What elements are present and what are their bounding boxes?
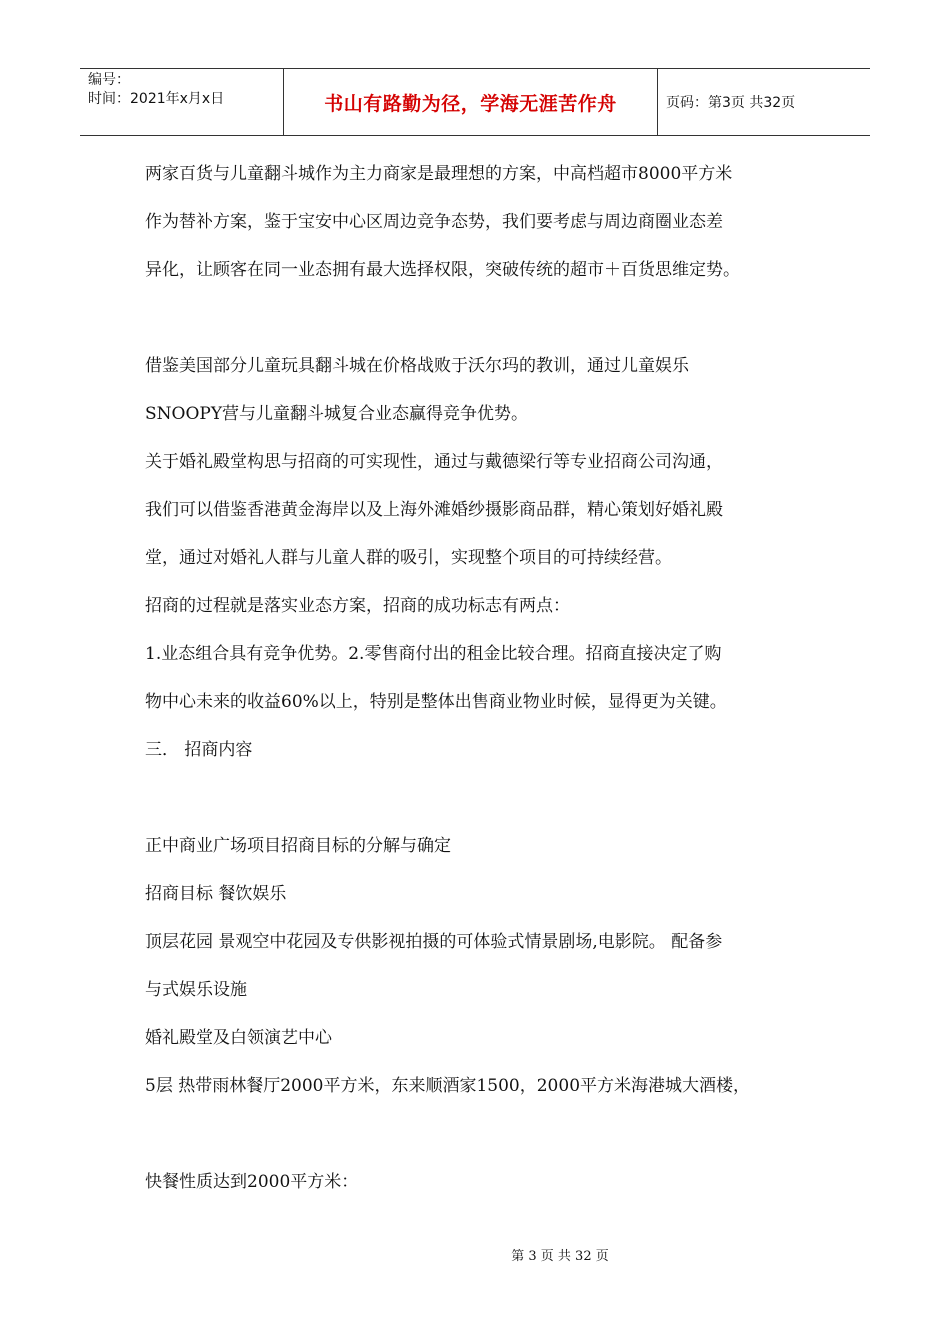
document-body [145, 150, 835, 1206]
body-line: 婚礼殿堂及白领演艺中心 [145, 1028, 332, 1048]
document-number: 编号： [88, 72, 130, 88]
body-line: SNOOPY营与儿童翻斗城复合业态赢得竞争优势。 [145, 404, 529, 424]
body-line: 堂，通过对婚礼人群与儿童人群的吸引，实现整个项目的可持续经营。 [145, 548, 672, 568]
body-line: 招商目标 餐饮娱乐 [145, 884, 287, 904]
header-page-number: 页码：第3页 共32页 [666, 95, 796, 111]
body-line: 招商的过程就是落实业态方案，招商的成功标志有两点： [145, 596, 570, 616]
body-line: 两家百货与儿童翻斗城作为主力商家是最理想的方案，中高档超市8000平方米 [145, 164, 733, 184]
body-line: 物中心未来的收益60%以上，特别是整体出售商业物业时候，显得更为关键。 [145, 692, 727, 712]
section-heading: 三． 招商内容 [145, 740, 253, 760]
body-line: 作为替补方案，鉴于宝安中心区周边竞争态势，我们要考虑与周边商圈业态差 [145, 212, 723, 232]
blank-line [145, 1110, 835, 1158]
body-line: 异化，让顾客在同一业态拥有最大选择权限，突破传统的超市＋百货思维定势。 [145, 260, 740, 280]
body-line: 与式娱乐设施 [145, 980, 247, 1000]
document-date: 时间：2021年x月x日 [88, 91, 225, 107]
header-motto: 书山有路勤为径，学海无涯苦作舟 [283, 69, 658, 135]
body-line: 5层 热带雨林餐厅2000平方米，东来顺酒家1500，2000平方米海港城大酒楼， [145, 1076, 751, 1096]
body-line: 1.业态组合具有竞争优势。2.零售商付出的租金比较合理。招商直接决定了购 [145, 644, 722, 664]
page-footer: 第 3 页 共 32 页 [511, 1249, 609, 1264]
header-table [80, 68, 870, 136]
body-line: 关于婚礼殿堂构思与招商的可实现性，通过与戴德梁行等专业招商公司沟通， [145, 452, 723, 472]
blank-line [145, 294, 835, 342]
header-meta [80, 69, 283, 135]
body-line: 我们可以借鉴香港黄金海岸以及上海外滩婚纱摄影商品群，精心策划好婚礼殿 [145, 500, 723, 520]
blank-line [145, 774, 835, 822]
body-line: 快餐性质达到2000平方米： [145, 1172, 359, 1192]
body-line: 顶层花园 景观空中花园及专供影视拍摄的可体验式情景剧场,电影院。 配备参 [145, 932, 723, 952]
body-line: 借鉴美国部分儿童玩具翻斗城在价格战败于沃尔玛的教训，通过儿童娱乐 [145, 356, 689, 376]
body-line: 正中商业广场项目招商目标的分解与确定 [145, 836, 451, 856]
